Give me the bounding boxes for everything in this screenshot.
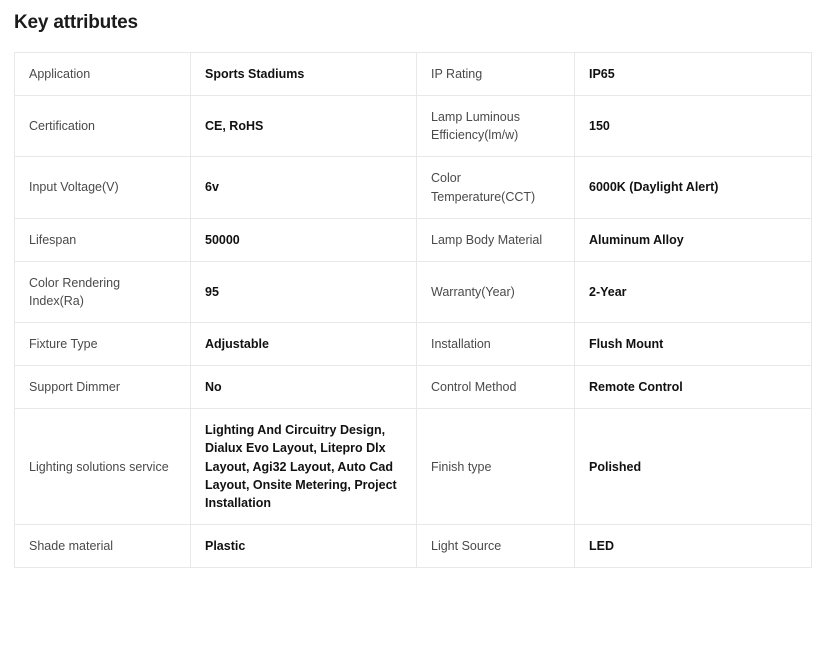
attribute-value: 6v <box>191 157 417 218</box>
attribute-value: Lighting And Circuitry Design, Dialux Evo Layout, Litepro Dlx Layout, Agi32 Layout, Auto Cad Layout, Onsite Metering, Project Installation <box>191 409 417 525</box>
attribute-value: Adjustable <box>191 323 417 366</box>
attribute-value: Plastic <box>191 524 417 567</box>
attribute-key: Color Temperature(CCT) <box>417 157 575 218</box>
attribute-key: Input Voltage(V) <box>15 157 191 218</box>
attribute-key: Lamp Body Material <box>417 218 575 261</box>
attribute-key: Lamp Luminous Efficiency(lm/w) <box>417 96 575 157</box>
attribute-key: Lifespan <box>15 218 191 261</box>
attribute-value: Flush Mount <box>575 323 812 366</box>
table-body <box>15 53 812 568</box>
attribute-value: Aluminum Alloy <box>575 218 812 261</box>
attribute-key: Light Source <box>417 524 575 567</box>
table-row <box>15 366 812 409</box>
page-title: Key attributes <box>14 12 138 33</box>
table-row <box>15 524 812 567</box>
attribute-value: Remote Control <box>575 366 812 409</box>
attribute-value: 95 <box>191 261 417 322</box>
attribute-key: Fixture Type <box>15 323 191 366</box>
key-attributes-page <box>0 12 825 568</box>
attribute-key: Application <box>15 53 191 96</box>
table-row <box>15 96 812 157</box>
attribute-key: Shade material <box>15 524 191 567</box>
attribute-key: IP Rating <box>417 53 575 96</box>
key-attributes-table <box>14 52 812 568</box>
attribute-key: Color Rendering Index(Ra) <box>15 261 191 322</box>
table-row <box>15 218 812 261</box>
attribute-key: Installation <box>417 323 575 366</box>
attribute-value: IP65 <box>575 53 812 96</box>
attribute-value: LED <box>575 524 812 567</box>
attribute-value: Sports Stadiums <box>191 53 417 96</box>
attribute-value: No <box>191 366 417 409</box>
attribute-value: CE, RoHS <box>191 96 417 157</box>
attribute-value: Polished <box>575 409 812 525</box>
attribute-key: Finish type <box>417 409 575 525</box>
attribute-value: 6000K (Daylight Alert) <box>575 157 812 218</box>
attribute-key: Certification <box>15 96 191 157</box>
attribute-value: 2-Year <box>575 261 812 322</box>
attribute-key: Lighting solutions service <box>15 409 191 525</box>
attribute-value: 50000 <box>191 218 417 261</box>
table-row <box>15 261 812 322</box>
attribute-key: Warranty(Year) <box>417 261 575 322</box>
table-row <box>15 53 812 96</box>
table-row <box>15 323 812 366</box>
attribute-key: Support Dimmer <box>15 366 191 409</box>
attribute-value: 150 <box>575 96 812 157</box>
table-row <box>15 409 812 525</box>
attribute-key: Control Method <box>417 366 575 409</box>
table-row <box>15 157 812 218</box>
